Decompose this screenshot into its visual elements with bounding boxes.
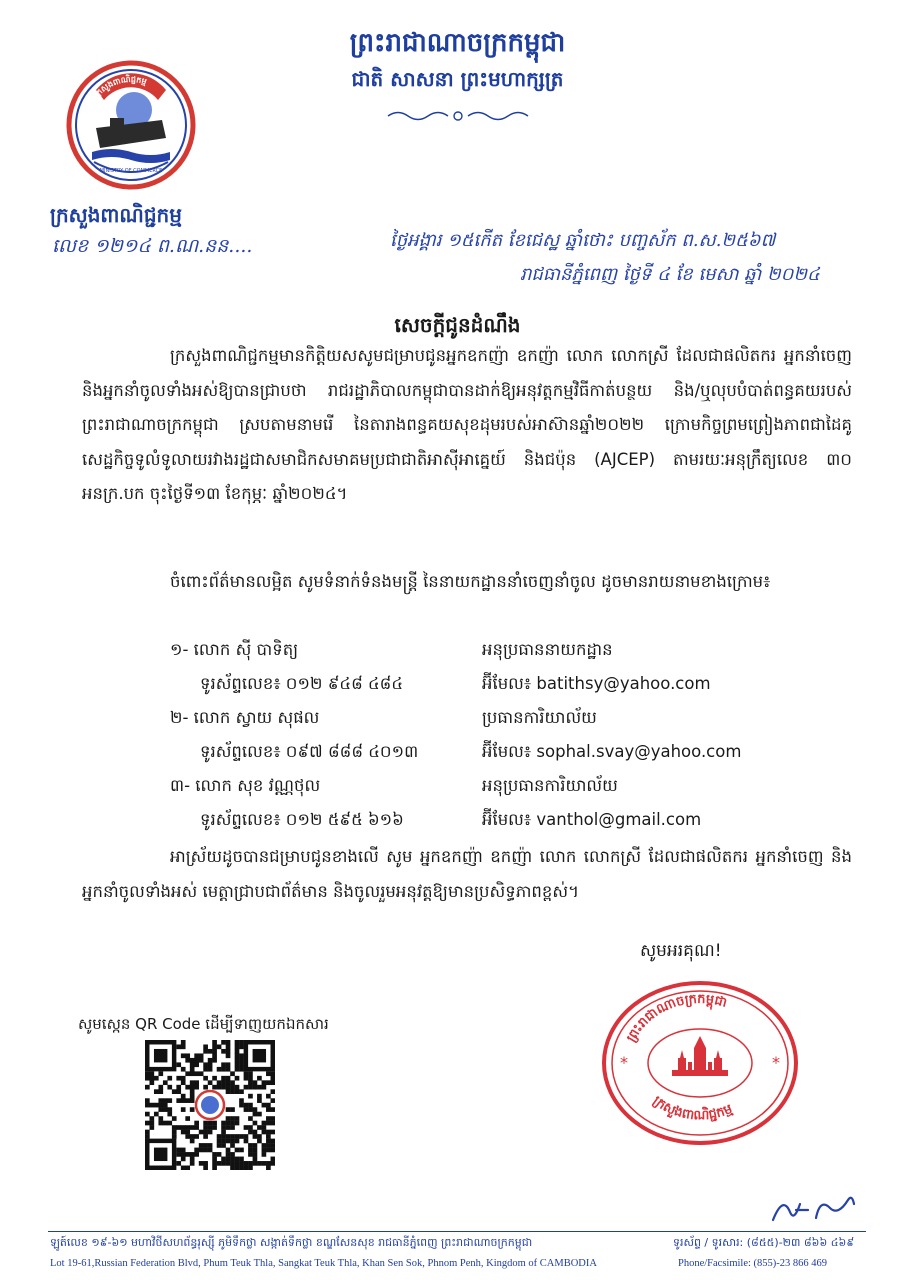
footer-phone-en: Phone/Facsimile: (855)-23 866 469 [678,1258,828,1269]
body-paragraph-3: អាស្រ័យដូចបានជម្រាបជូនខាងលើ សូម អ្នកឧកញ៉ា ឧកញ៉ា លោក លោកស្រី ដែលជាផលិតករ អ្នកនាំចេញ និងអ្នកនាំចូលទាំងអស់ មេត្តាជ្រាបជាព័ត៌មាន និងចូលរួមអនុវត្តឱ្យមានប្រសិទ្ធភាពខ្ពស់។ [82,847,852,901]
kingdom-heading: ព្រះរាជាណាចក្រកម្ពុជា [349,28,566,58]
footer-address-kh: ឡូត៍លេខ ១៩-៦១ មហាវិថីសហព័ន្ធរុស្ស៊ី ភូមិទឹកថ្លា សង្កាត់ទឹកថ្លា ខណ្ឌសែនសុខ រាជធានីភ្នំពេញ ព្រះរាជាណាចក្រកម្ពុជា [50,1236,533,1249]
contact-3-phone: ទូរស័ព្ទលេខ៖ ០១២ ៥៩៥ ៦១៦ [200,810,404,829]
reference-number: លេខ ១២១៤ ព.ណ.នន.... [52,235,253,257]
document-title: សេចក្ដីជូនដំណឹង [394,313,521,337]
contact-1-name: ១- លោក ស៊ី បាទិត្យ [170,640,299,659]
contact-2-name: ២- លោក ស្វាយ សុផល [170,708,320,727]
email-label: អ៊ីមែល៖ [482,742,532,761]
contact-2-email-row [482,740,741,764]
official-seal [600,978,800,1148]
footer-phone-kh: ទូរស័ព្ទ / ទូរសារ: (៨៥៥)-២៣ ៨៦៦ ៤៦៩ [673,1236,855,1249]
contact-3-email-row [482,808,701,832]
contact-1-email[interactable]: batithsy@yahoo.com [536,674,711,693]
qr-code[interactable] [145,1040,275,1170]
contact-1-phone: ទូរស័ព្ទលេខ៖ ០១២ ៩៤៨ ៤៨៤ [200,674,404,693]
email-label: អ៊ីមែល៖ [482,810,532,829]
footer-address-en: Lot 19-61,Russian Federation Blvd, Phum Teuk Thla, Sangkat Teuk Thla, Khan Sen Sok, Phnom Penh, Kingdom of CAMBODIA [50,1258,597,1269]
contact-2-email[interactable]: sophal.svay@yahoo.com [536,742,742,761]
contact-3-email[interactable]: vanthol@gmail.com [536,810,702,829]
body-paragraph-2: ចំពោះព័ត៌មានលម្អិត សូមទំនាក់ទំនងមន្ត្រី នៃនាយកដ្ឋាននាំចេញនាំចូល ដូចមានរាយនាមខាងក្រោម៖ [170,572,771,591]
contact-3-name: ៣- លោក សុខ វណ្ណថុល [170,776,321,795]
contact-2-position: ប្រធានការិយាល័យ [482,708,597,727]
date-lunar: ថ្ងៃអង្គារ ១៥កើត ខែជេស្ឋ ឆ្នាំថោះ បញ្ចស័ក ព.ស.២៥៦៧ [390,230,776,251]
date-solar: រាជធានីភ្នំពេញ ថ្ងៃទី ៤ ខែ មេសា ឆ្នាំ ២០២៤ [520,264,820,285]
contact-1-email-row [482,672,711,696]
email-label: អ៊ីមែល៖ [482,674,532,693]
contact-3-position: អនុប្រធានការិយាល័យ [482,776,618,795]
svg-text:ក្រសួងពាណិជ្ជកម្ម [650,1093,735,1123]
svg-text:MINISTRY OF COMMERCE: MINISTRY OF COMMERCE [99,168,163,174]
contact-2-phone: ទូរស័ព្ទលេខ៖ ០៩៧ ៨៨៨ ៤០១៣ [200,742,419,761]
body-paragraph-1: ក្រសួងពាណិជ្ជកម្មមានកិត្តិយសសូមជម្រាបជូនអ្នកឧកញ៉ា ឧកញ៉ា លោក លោកស្រី ដែលជាផលិតករ អ្នកនាំចេញ និងអ្នកនាំចូលទាំងអស់ឱ្យបានជ្រាបថា រាជរដ្ឋាភិបាលកម្ពុជាបានដាក់ឱ្យអនុវត្តកម្មវិធីកាត់បន្ថយ និង/ឬលុបបំបាត់ពន្ធគយរបស់ព្រះរាជាណាចក្រកម្ពុជា ស្របតាមនាមរើ នៃតារាងពន្ធគយសុខដុមរបស់អាស៊ានឆ្នាំ២០២២ ក្រោមកិច្ចព្រមព្រៀងភាពជាដៃគូសេដ្ឋកិច្ចទូលំទូលាយរវាងរដ្ឋជាសមាជិកសមាគមប្រជាជាតិអាស៊ីអាគ្នេយ៍ និងជប៉ុន (AJCEP) តាមរយៈអនុក្រឹត្យលេខ ៣០ អនក្រ.បក ចុះថ្ងៃទី១៣ ខែកុម្ភៈ ឆ្នាំ២០២៤។ [82,346,852,503]
svg-text:*: * [772,1053,780,1072]
thanks-text: សូមអរគុណ! [640,941,722,961]
svg-text:ក្រសួងពាណិជ្ជកម្ម: ក្រសួងពាណិជ្ជកម្ម [92,74,148,99]
ministry-logo [66,60,196,190]
ministry-name: ក្រសួងពាណិជ្ជកម្ម [50,203,182,227]
qr-caption: សូមស្កេន QR Code ដើម្បីទាញយកឯកសារ [78,1015,329,1033]
seal-text-bottom: ក្រសួងពាណិជ្ជកម្ម [649,1093,735,1124]
seal-text-top: ព្រះរាជាណាចក្រកម្ពុជា [623,991,729,1045]
contact-1-position: អនុប្រធាននាយកដ្ឋាន [482,640,613,659]
svg-text:*: * [620,1053,628,1072]
signature [768,1190,858,1230]
footer-divider [48,1231,866,1232]
motto-heading: ជាតិ សាសនា ព្រះមហាក្សត្រ [351,67,564,91]
